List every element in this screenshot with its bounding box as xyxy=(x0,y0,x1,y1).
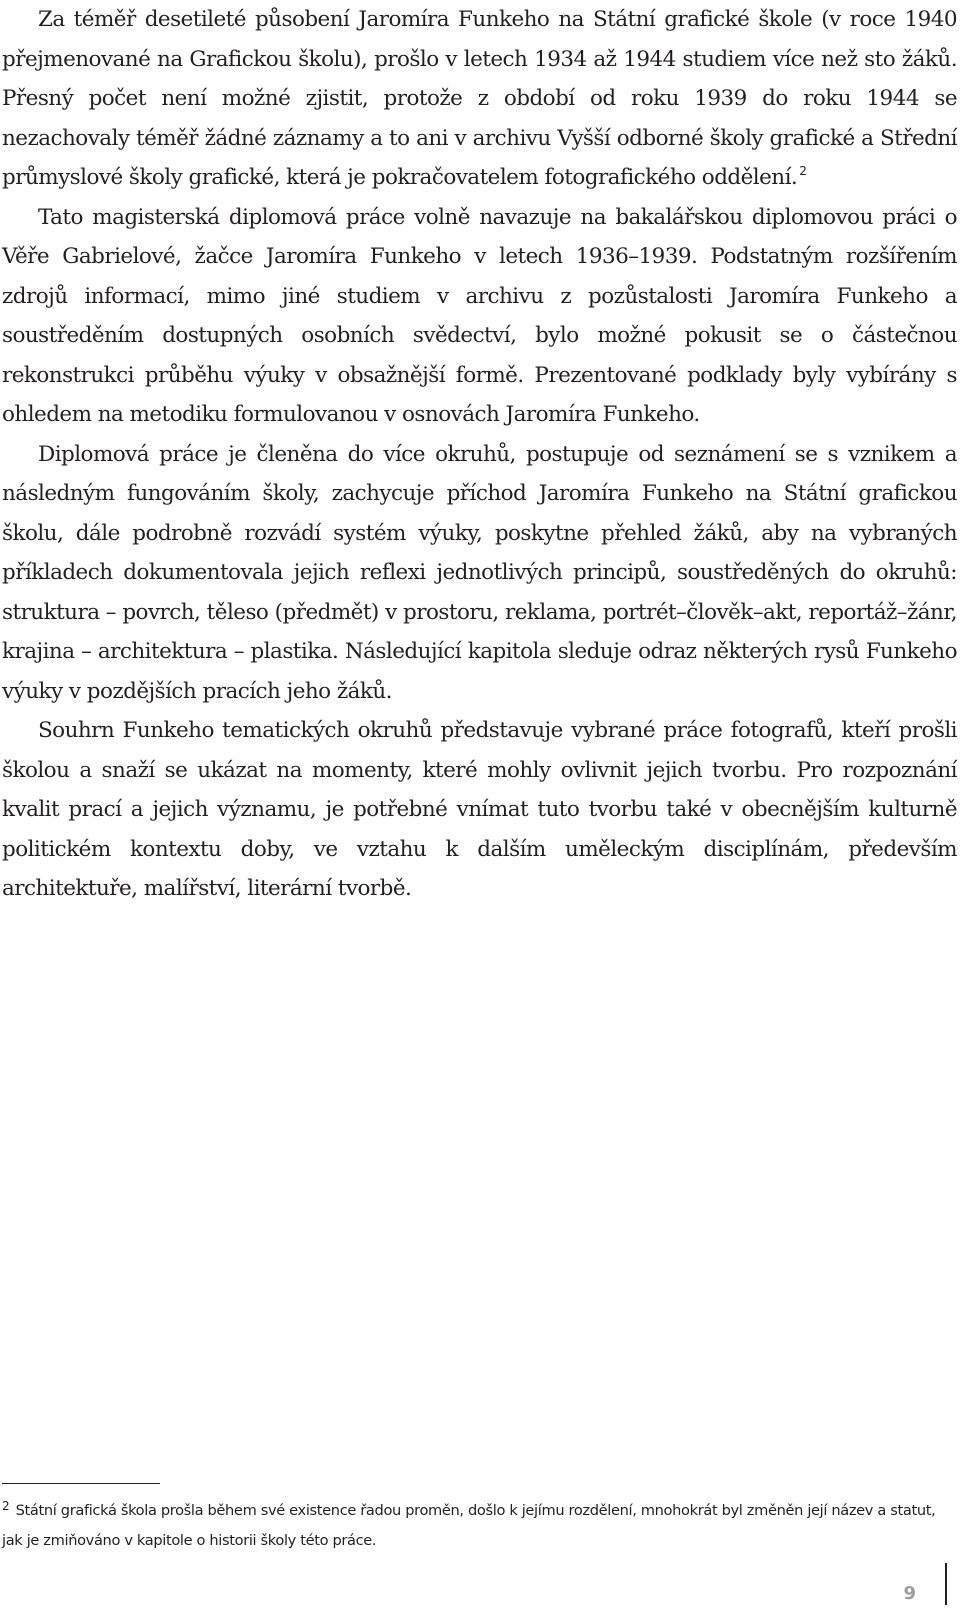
footnote-reference[interactable]: 2 xyxy=(799,164,807,178)
paragraph-2: Tato magisterská diplomová práce volně navazuje na bakalářskou diplomovou práci o Věře Gabrielové, žačce Jaromíra Funkeho v letech 1936–1939. Podstatným rozšířením zdrojů informací, mimo jiné studiem v archivu z pozůstalosti Jaromíra Funkeho a soustředěním dostupných osobních svědectví, bylo možné pokusit se o částečnou rekonstrukci průběhu výuky v obsažnější formě. Prezentované podklady byly vybírány s ohledem na metodiku formulovanou v osnovách Jaromíra Funkeho. xyxy=(2,204,957,427)
page-number: 9 xyxy=(903,1583,916,1604)
paragraph-3: Diplomová práce je členěna do více okruhů, postupuje od seznámení se s vznikem a následným fungováním školy, zachycuje příchod Jaromíra Funkeho na Státní grafickou školu, dále podrobně rozvádí systém výuky, poskytne přehled žáků, aby na vybraných příkladech dokumentovala jejich reflexi jednotlivých principů, soustředěných do okruhů: struktura – povrch, těleso (předmět) v prostoru, reklama, portrét–člověk–akt, reportáž–žánr, krajina – architektura – plastika. Následující kapitola sleduje odraz některých rysů Funkeho výuky v pozdějších pracích jeho žáků. xyxy=(2,441,957,704)
paragraph-4: Souhrn Funkeho tematických okruhů představuje vybrané práce fotografů, kteří prošli školou a snaží se ukázat na momenty, které mohly ovlivnit jejich tvorbu. Pro rozpoznání kvalit prací a jejich významu, je potřebné vnímat tuto tvorbu také v obecnějším kulturně politickém kontextu doby, ve vztahu k dalším uměleckým disciplínám, především architektuře, malířství, literární tvorbě. xyxy=(2,718,957,901)
main-text xyxy=(2,0,957,909)
paragraph-1 xyxy=(2,0,957,198)
footnote-entry xyxy=(2,1496,957,1556)
footnote xyxy=(2,1496,957,1556)
paragraph-1-text: Za téměř desetileté působení Jaromíra Funkeho na Státní grafické škole (v roce 1940 přejmenované na Grafickou školu), prošlo v letech 1934 až 1944 studiem více než sto žáků. Přesný počet není možné zjistit, protože z období od roku 1939 do roku 1944 se nezachovaly téměř žádné záznamy a to ani v archivu Vyšší odborné školy grafické a Střední průmyslové školy grafické, která je pokračovatelem fotografického oddělení. xyxy=(2,7,957,190)
page-number-rule xyxy=(945,1563,947,1605)
footnote-separator xyxy=(2,1483,160,1484)
footnote-text: Státní grafická škola prošla během své existence řadou proměn, došlo k jejímu rozdělení, mnohokrát byl změněn její název a statut, jak je zmiňováno v kapitole o historii školy této práce. xyxy=(2,1502,936,1549)
footnote-mark: 2 xyxy=(2,1499,10,1513)
